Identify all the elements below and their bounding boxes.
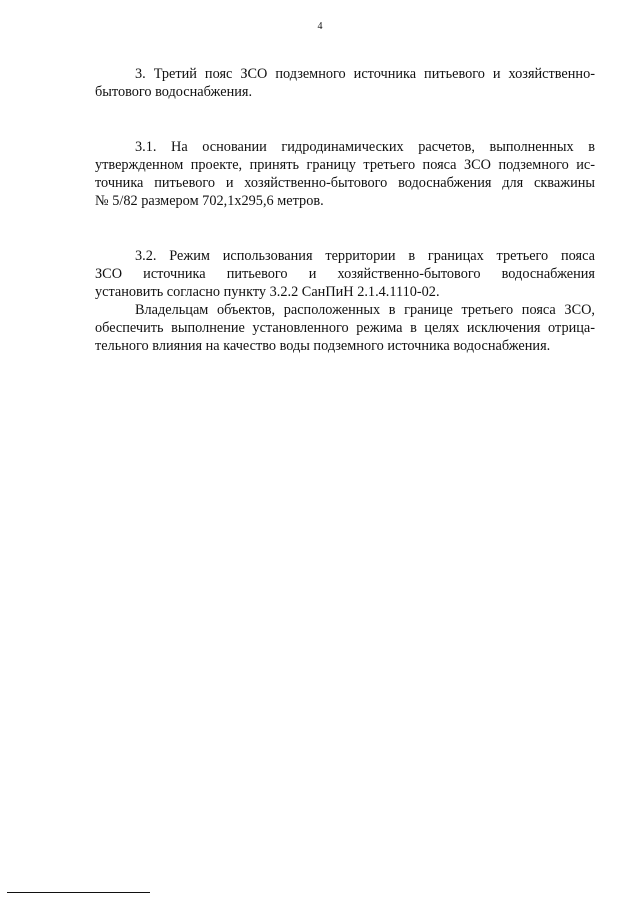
section-3-1-line: точника питьевого и хозяйственно-бытового водоснабжения для скважины <box>95 175 595 191</box>
section-3-1-line: № 5/82 размером 702,1х295,6 метров. <box>95 193 324 209</box>
owners-paragraph <box>95 301 595 355</box>
owners-line: тельного влияния на качество воды подземного источника водоснабжения. <box>95 338 551 354</box>
page-number: 4 <box>317 21 323 32</box>
section-3-1-line: утвержденном проекте, принять границу третьего пояса ЗСО подземного ис- <box>95 157 595 173</box>
section-3-heading <box>95 65 595 101</box>
section-3-line: бытового водоснабжения. <box>95 84 253 100</box>
section-3-2-paragraph <box>95 247 595 301</box>
section-3-2-line: установить согласно пункту 3.2.2 СанПиН 2.1.4.1110-02. <box>95 284 440 300</box>
document-body <box>95 65 595 355</box>
section-3-1-line: 3.1. На основании гидродинамических расчетов, выполненных в <box>135 139 595 155</box>
section-3-2-line: 3.2. Режим использования территории в границах третьего пояса <box>135 248 595 264</box>
owners-line: Владельцам объектов, расположенных в границе третьего пояса ЗСО, <box>135 302 595 318</box>
section-3-1-paragraph <box>95 138 595 210</box>
footnote-separator-line <box>7 892 150 893</box>
section-3-line: 3. Третий пояс ЗСО подземного источника питьевого и хозяйственно- <box>135 66 595 82</box>
section-3-2-line: ЗСО источника питьевого и хозяйственно-бытового водоснабжения <box>95 266 595 282</box>
owners-line: обеспечить выполнение установленного режима в целях исключения отрица- <box>95 320 595 336</box>
